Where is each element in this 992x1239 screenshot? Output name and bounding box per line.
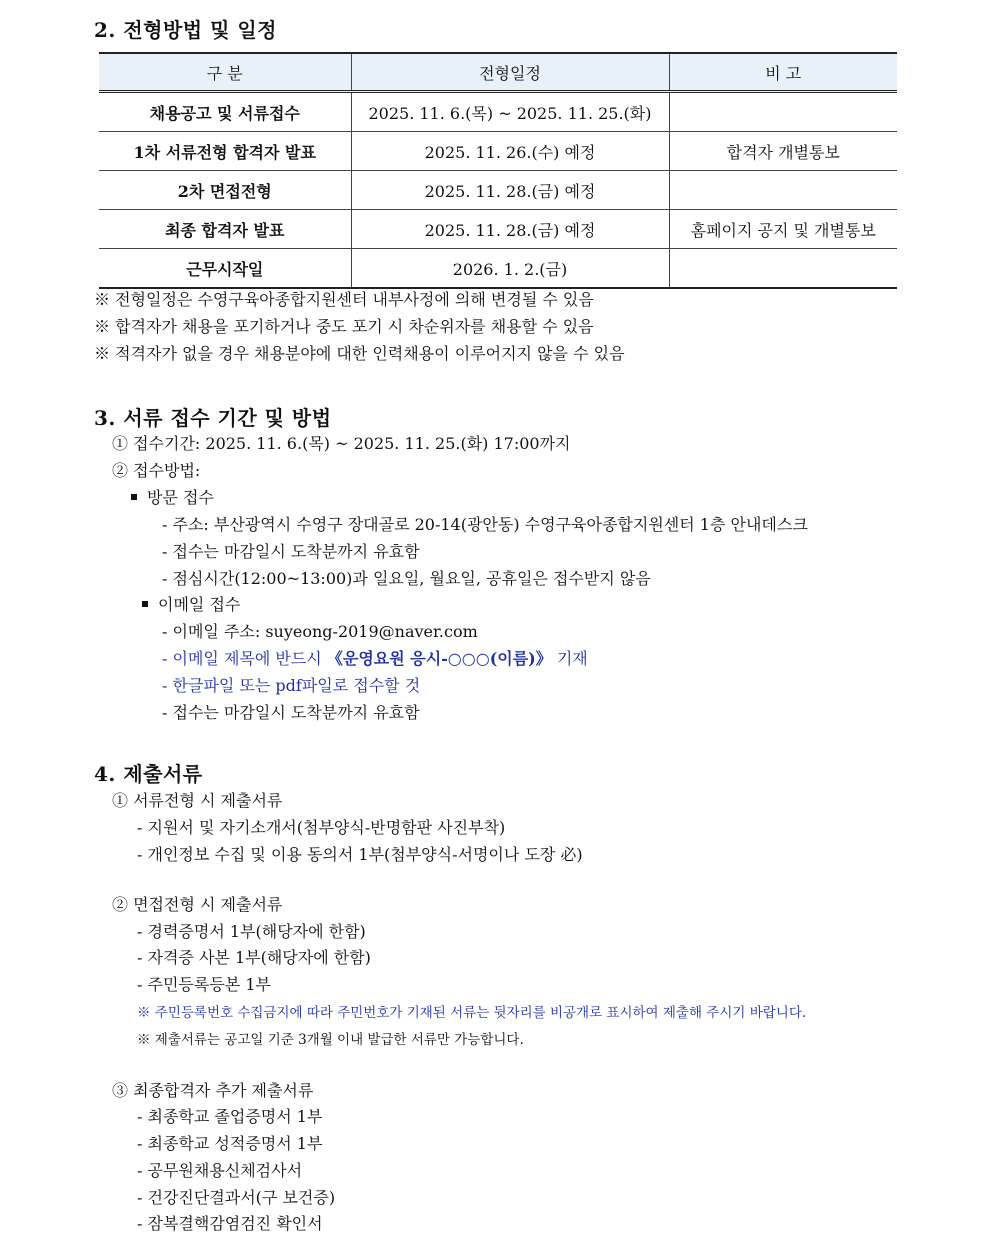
section3-heading: 3. 서류 접수 기간 및 방법 xyxy=(94,406,332,430)
table-row xyxy=(99,210,897,249)
table-row xyxy=(99,249,897,289)
application-period: ① 접수기간: 2025. 11. 6.(목) ~ 2025. 11. 25.(화) 17:00까지 xyxy=(112,434,571,453)
row-label: 근무시작일 xyxy=(99,249,351,289)
header-category: 구 분 xyxy=(99,53,351,92)
row-label: 최종 합격자 발표 xyxy=(99,210,351,249)
square-bullet-icon xyxy=(142,601,148,607)
visit-title xyxy=(131,487,214,509)
email-subject-format: 《운영요원 응시-○○○(이름)》 xyxy=(326,649,552,668)
schedule-note: ※ 전형일정은 수영구육아종합지원센터 내부사정에 의해 변경될 수 있음 xyxy=(94,290,594,309)
email-address: - 이메일 주소: suyeong-2019@naver.com xyxy=(162,622,478,641)
row-note: 합격자 개별통보 xyxy=(669,132,897,171)
schedule-table xyxy=(99,52,897,289)
list-item: - 최종학교 졸업증명서 1부 xyxy=(137,1107,323,1126)
section4-heading: 4. 제출서류 xyxy=(94,762,203,786)
header-note: 비 고 xyxy=(669,53,897,92)
row-schedule: 2025. 11. 28.(금) 예정 xyxy=(351,210,669,249)
table-row xyxy=(99,92,897,132)
visit-hours: - 점심시간(12:00~13:00)과 일요일, 월요일, 공휴일은 접수받지 않음 xyxy=(162,569,651,588)
list-item: - 개인정보 수집 및 이용 동의서 1부(첨부양식-서명이나 도장 必) xyxy=(137,845,583,864)
final-docs-title: ③ 최종합격자 추가 제출서류 xyxy=(112,1081,314,1100)
visit-title-text: 방문 접수 xyxy=(147,488,214,507)
table-row xyxy=(99,132,897,171)
row-note: 홈페이지 공지 및 개별통보 xyxy=(669,210,897,249)
email-title-text: 이메일 접수 xyxy=(158,595,241,614)
list-item: - 주민등록등본 1부 xyxy=(137,975,271,994)
section2-heading: 2. 전형방법 및 일정 xyxy=(94,18,278,42)
visit-deadline: - 접수는 마감일시 도착분까지 유효함 xyxy=(162,542,420,561)
row-schedule: 2025. 11. 6.(목) ~ 2025. 11. 25.(화) xyxy=(351,92,669,132)
row-schedule: 2026. 1. 2.(금) xyxy=(351,249,669,289)
row-note xyxy=(669,249,897,289)
email-title xyxy=(142,594,240,616)
row-label: 1차 서류전형 합격자 발표 xyxy=(99,132,351,171)
header-schedule: 전형일정 xyxy=(351,53,669,92)
list-item: - 지원서 및 자기소개서(첨부양식-반명함판 사진부착) xyxy=(137,818,506,837)
list-item: - 건강진단결과서(구 보건증) xyxy=(137,1188,336,1207)
doc-screening-title: ① 서류전형 시 제출서류 xyxy=(112,791,283,810)
issue-date-note: ※ 제출서류는 공고일 기준 3개월 이내 발급한 서류만 가능합니다. xyxy=(137,1032,524,1048)
email-subject-prefix: - 이메일 제목에 반드시 xyxy=(162,649,327,668)
resident-number-note: ※ 주민등록번호 수집금지에 따라 주민번호가 기재된 서류는 뒷자리를 비공개로 표시하여 제출해 주시기 바랍니다. xyxy=(137,1005,807,1021)
email-deadline: - 접수는 마감일시 도착분까지 유효함 xyxy=(162,703,420,722)
row-note xyxy=(669,92,897,132)
table-row xyxy=(99,171,897,210)
row-schedule: 2025. 11. 28.(금) 예정 xyxy=(351,171,669,210)
email-subject-rule xyxy=(162,648,588,670)
list-item: - 최종학교 성적증명서 1부 xyxy=(137,1134,323,1153)
interview-title: ② 면접전형 시 제출서류 xyxy=(112,895,283,914)
schedule-header-row xyxy=(99,53,897,92)
schedule-note: ※ 합격자가 채용을 포기하거나 중도 포기 시 차순위자를 채용할 수 있음 xyxy=(94,317,594,336)
row-note xyxy=(669,171,897,210)
square-bullet-icon xyxy=(131,494,137,500)
list-item: - 공무원채용신체검사서 xyxy=(137,1161,303,1180)
list-item: - 경력증명서 1부(해당자에 한함) xyxy=(137,922,366,941)
row-schedule: 2025. 11. 26.(수) 예정 xyxy=(351,132,669,171)
email-file-format: - 한글파일 또는 pdf파일로 접수할 것 xyxy=(162,676,421,695)
row-label: 채용공고 및 서류접수 xyxy=(99,92,351,132)
schedule-note: ※ 적격자가 없을 경우 채용분야에 대한 인력채용이 이루어지지 않을 수 있음 xyxy=(94,344,625,363)
row-label: 2차 면접전형 xyxy=(99,171,351,210)
visit-address: - 주소: 부산광역시 수영구 장대골로 20-14(광안동) 수영구육아종합지원센터 1층 안내데스크 xyxy=(162,515,808,534)
application-method: ② 접수방법: xyxy=(112,461,201,480)
list-item: - 자격증 사본 1부(해당자에 한함) xyxy=(137,948,371,967)
email-subject-suffix: 기재 xyxy=(551,649,588,668)
list-item: - 잠복결핵감염검진 확인서 xyxy=(137,1214,323,1233)
